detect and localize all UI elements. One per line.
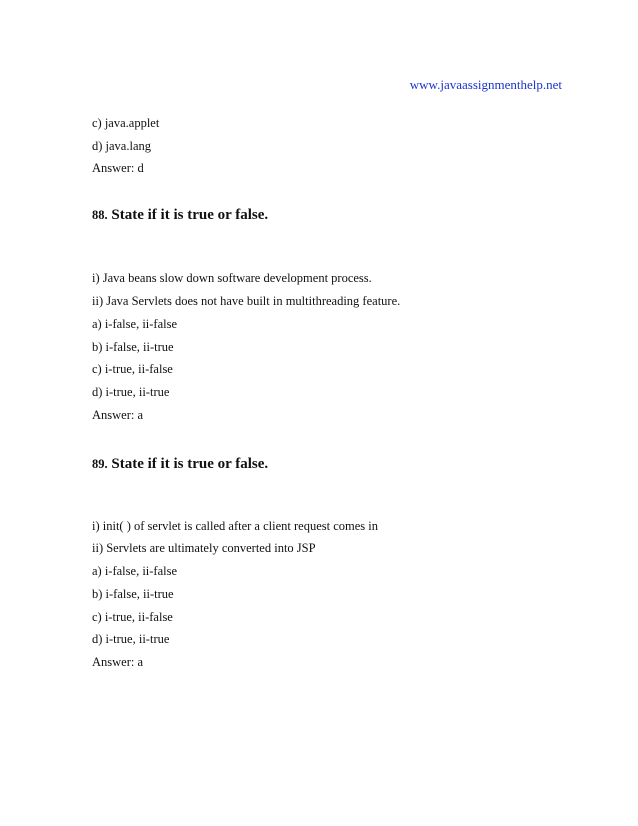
answer: Answer: a — [92, 655, 144, 669]
option-b: b) i-false, ii-true — [92, 340, 174, 354]
option-c: c) i-true, ii-false — [92, 362, 173, 376]
statement-ii: ii) Servlets are ultimately converted into JSP — [92, 541, 316, 555]
option-a: a) i-false, ii-false — [92, 317, 178, 331]
option-b: b) i-false, ii-true — [92, 587, 174, 601]
question-title: State if it is true or false. — [111, 207, 269, 223]
question-number: 88. — [92, 208, 108, 222]
question-title: State if it is true or false. — [111, 456, 269, 472]
answer: Answer: d — [92, 161, 144, 175]
statement-i: i) init( ) of servlet is called after a client request comes in — [92, 519, 378, 533]
option-c: c) i-true, ii-false — [92, 610, 173, 624]
option-d: d) java.lang — [92, 139, 152, 153]
question-88-heading — [92, 207, 268, 224]
option-d: d) i-true, ii-true — [92, 385, 170, 399]
question-number: 89. — [92, 457, 108, 471]
answer: Answer: a — [92, 408, 144, 422]
question-89-heading — [92, 456, 268, 473]
option-a: a) i-false, ii-false — [92, 564, 178, 578]
statement-ii: ii) Java Servlets does not have built in multithreading feature. — [92, 294, 401, 308]
website-link[interactable]: www.javaassignmenthelp.net — [409, 77, 562, 92]
option-c: c) java.applet — [92, 116, 160, 130]
statement-i: i) Java beans slow down software development process. — [92, 271, 372, 285]
option-d: d) i-true, ii-true — [92, 632, 170, 646]
